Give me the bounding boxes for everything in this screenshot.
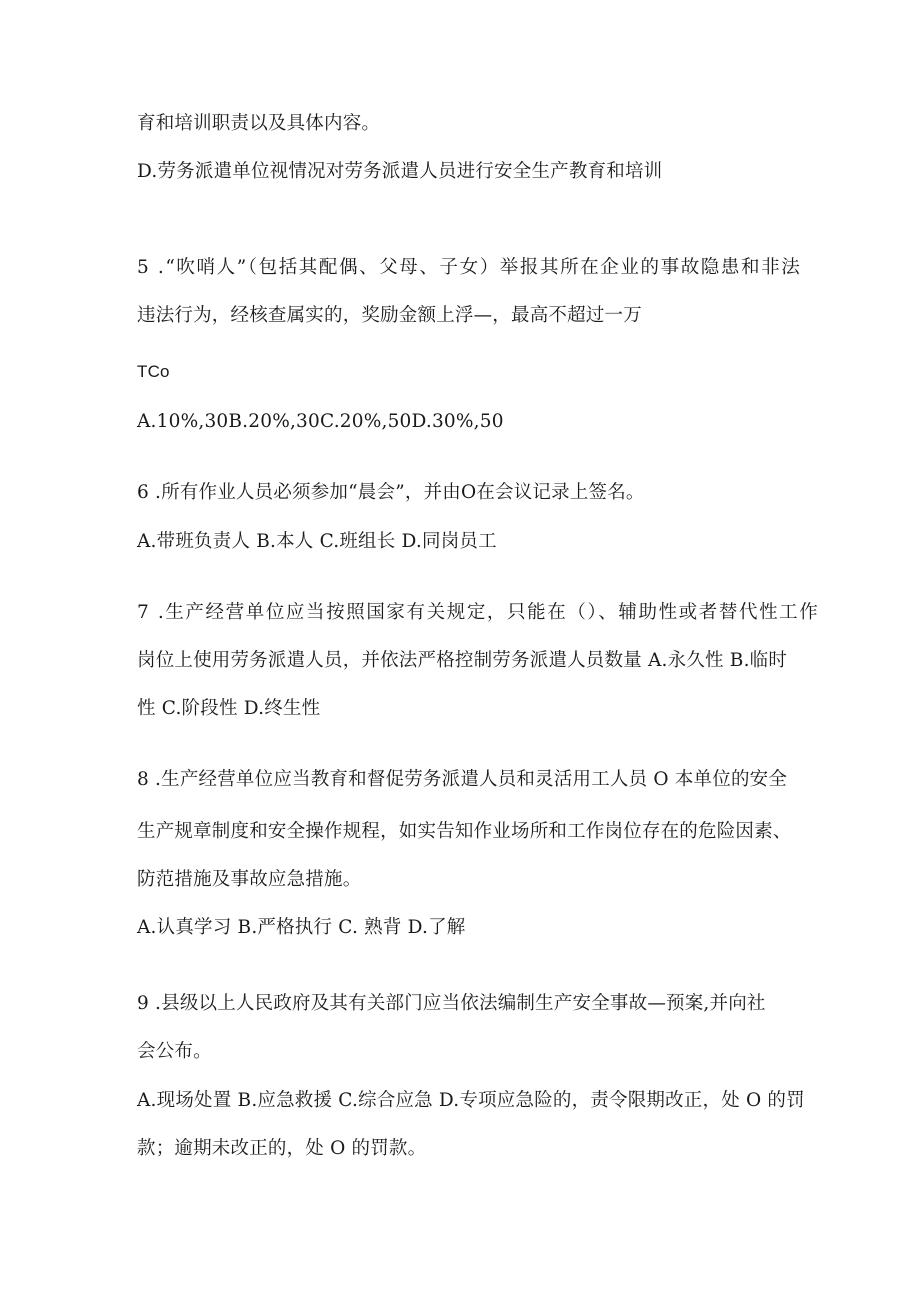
question-5-line-1: 5 .“吹哨人”（包括其配偶、父母、子女）举报其所在企业的事故隐患和非法 [137,257,802,278]
question-7-line-2: 岗位上使用劳务派遣人员，并依法严格控制劳务派遣人员数量 A.永久性 B.临时 [137,650,788,671]
question-8-line-3: 防范措施及事故应急措施。 [137,869,362,890]
question-5-line-3: TCo [137,362,170,381]
question-9-continuation: 款；逾期未改正的，处 O 的罚款。 [137,1138,427,1159]
question-9-options: A.现场处置 B.应急救援 C.综合应急 D.专项应急险的，责令限期改正，处 O 的罚 [137,1090,805,1111]
question-7-line-3: 性 C.阶段性 D.终生性 [137,698,321,719]
question-8-line-1: 8 .生产经营单位应当教育和督促劳务派遣人员和灵活用工人员 O 本单位的安全 [137,769,788,790]
question-5-line-2: 违法行为，经核查属实的，奖励金额上浮—，最高不超过一万 [137,305,642,326]
question-9-line-2: 会公布。 [137,1041,212,1062]
question-7-line-1: 7 .生产经营单位应当按照国家有关规定，只能在（）、辅助性或者替代性工作 [137,602,820,623]
text-line-option-d: D.劳务派遣单位视情况对劳务派遣人员进行安全生产教育和培训 [137,161,663,182]
question-8-options: A.认真学习 B.严格执行 C. 熟背 D.了解 [137,917,466,938]
text-line-training-duties: 育和培训职责以及具体内容。 [137,113,381,134]
question-5-options: A.10%,30B.20%,30C.20%,50D.30%,50 [137,411,504,432]
question-6-options: A.带班负责人 B.本人 C.班组长 D.同岗员工 [137,531,497,552]
question-6-stem: 6 .所有作业人员必须参加“晨会”，并由O在会议记录上签名。 [137,482,645,503]
question-9-line-1: 9 .县级以上人民政府及其有关部门应当依法编制生产安全事故—预案,并向社 [137,993,766,1014]
question-8-line-2: 生产规章制度和安全操作规程，如实告知作业场所和工作岗位存在的危险因素、 [137,821,792,842]
